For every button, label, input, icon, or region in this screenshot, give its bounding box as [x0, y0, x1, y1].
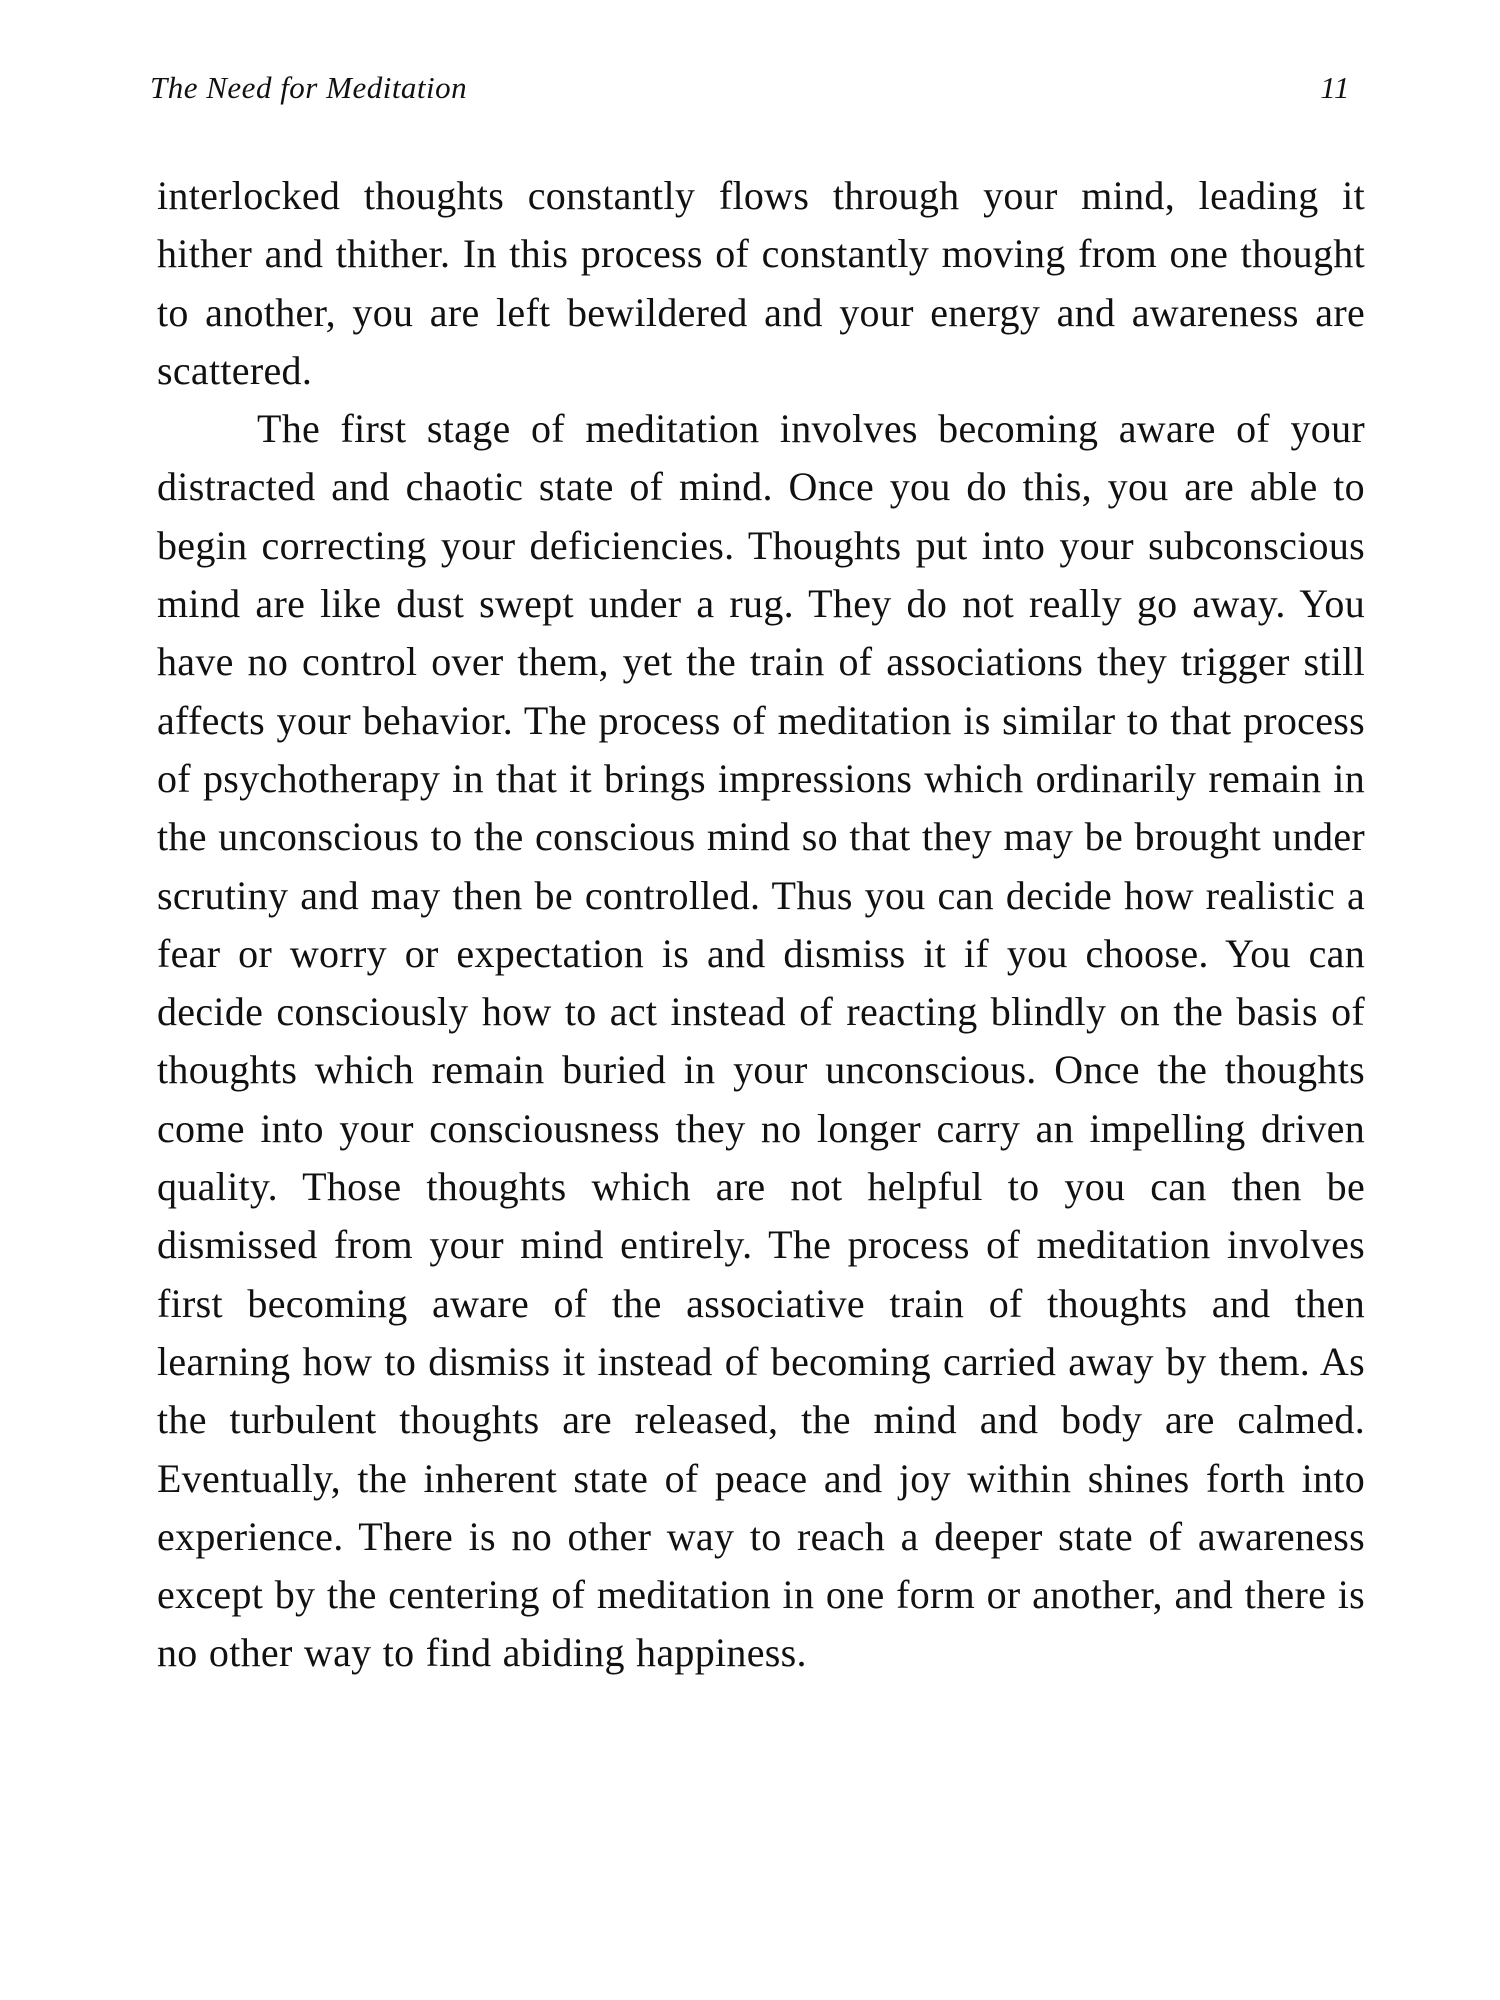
paragraph-first-stage: The first stage of meditation involves becoming aware of your distracted and chaotic state of mind. Once you do this, you are able to begin correcting your deficiencies. Thoughts put into your subconscious mind are like dust swept under a rug. They do not really go away. You have no control over them, yet the train of associations they trigger still affects your behavior. The process of meditation is similar to that process of psychotherapy in that it brings impressions which ordinarily remain in the unconscious to the conscious mind so that they may be brought under scrutiny and may then be controlled. Thus you can decide how realistic a fear or worry or expectation is and dismiss it if you choose. You can decide consciously how to act instead of reacting blindly on the basis of thoughts which remain buried in your unconscious. Once the thoughts come into your consciousness they no longer carry an impelling driven quality. Those thoughts which are not helpful to you can then be dismissed from your mind entirely. The process of meditation involves first becoming aware of the associative train of thoughts and then learning how to dismiss it instead of becoming carried away by them. As the turbulent thoughts are released, the mind and body are calmed. Eventually, the inherent state of peace and joy within shines forth into experience. There is no other way to reach a deeper state of awareness except by the centering of meditation in one form or another, and there is no other way to find abiding happiness.: [157, 406, 1365, 1676]
running-head-title: The Need for Meditation: [150, 70, 468, 105]
page-number: 11: [1320, 70, 1350, 105]
running-head: [150, 70, 1350, 120]
body-text: [157, 167, 1365, 1683]
paragraph-continued: interlocked thoughts constantly flows through your mind, leading it hither and thither. In this process of constantly moving from one thought to another, you are left bewildered and your energy and awareness are scattered.: [157, 173, 1365, 393]
